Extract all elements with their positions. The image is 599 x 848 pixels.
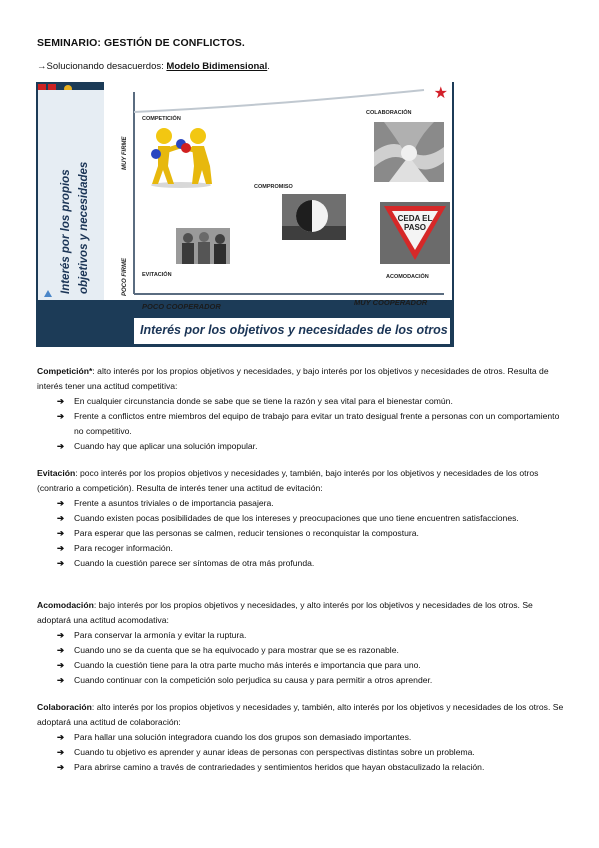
list-item	[57, 556, 565, 571]
list-item-text: Para hallar una solución integradora cuando los dos grupos son demasiado importantes.	[74, 732, 412, 742]
y-low-label: POCO FIRME	[122, 257, 128, 296]
bottom-axis-title: Interés por los objetivos y necesidades de los otros	[140, 323, 448, 337]
bullet-list	[37, 394, 565, 454]
list-item-text: Cuando la cuestión tiene para la otra parte mucho más interés e importancia que para uno.	[74, 660, 421, 670]
triangle-icon	[44, 290, 52, 298]
arrow-icon: ➔	[57, 396, 65, 406]
competition-label: COMPETICIÓN	[142, 116, 181, 122]
section-collaboration	[37, 700, 565, 775]
arrow-icon: ➔	[57, 558, 65, 568]
left-axis-panel	[38, 90, 106, 300]
list-item	[57, 745, 565, 760]
arrow-icon: ➔	[57, 528, 65, 538]
yield-sign-text	[380, 214, 450, 232]
list-item	[57, 760, 565, 775]
section-heading: Evitación	[37, 468, 76, 478]
list-item-text: Cuando uno se da cuenta que se ha equivocado y para mostrar que se es razonable.	[74, 645, 399, 655]
compromise-label: COMPROMISO	[254, 184, 293, 190]
subtitle-suffix: .	[267, 61, 270, 72]
list-item	[57, 628, 565, 643]
list-item	[57, 511, 565, 526]
section-text: : alto interés por los propios objetivos y necesidades y, también, alto interés por los objetivos y necesidades de los otros. Se adoptará una actitud de colaboración:	[37, 702, 564, 727]
bullet-list	[37, 628, 565, 688]
arrow-icon: ➔	[57, 645, 65, 655]
arrow-icon: ➔	[57, 732, 65, 742]
collaboration-hands-image	[374, 122, 444, 182]
section-paragraph	[37, 364, 565, 394]
accommodation-yield-image	[380, 202, 450, 264]
compromise-ball-image	[282, 194, 346, 240]
document-title: SEMINARIO: GESTIÓN DE CONFLICTOS.	[37, 37, 245, 49]
section-heading: Competición*	[37, 366, 93, 376]
list-item	[57, 496, 565, 511]
section-accommodation	[37, 598, 565, 688]
list-item	[57, 409, 565, 439]
bullet-list	[37, 496, 565, 571]
section-text: : alto interés por los propios objetivos y necesidades, y bajo interés por los objetivos y necesidades de otros. Resulta de interés tener una actitud competitiva:	[37, 366, 549, 391]
section-competition	[37, 364, 565, 454]
list-item	[57, 526, 565, 541]
list-item-text: En cualquier circunstancia donde se sabe que se tiene la razón y sea vital para el bienestar común.	[74, 396, 453, 406]
arrow-icon: ➔	[57, 675, 65, 685]
list-item-text: Frente a conflictos entre miembros del equipo de trabajo para evitar un trato desigual frente a personas con un comportamiento no competitivo.	[74, 411, 560, 436]
avoidance-people-image	[176, 228, 230, 264]
list-item-text: Para abrirse camino a través de contrariedades y sentimientos heridos que hayan obstaculizado la relación.	[74, 762, 485, 772]
section-heading: Colaboración	[37, 702, 92, 712]
arrow-icon: ➔	[57, 762, 65, 772]
arrow-icon: ➔	[57, 498, 65, 508]
subtitle-prefix: →Solucionando desacuerdos:	[37, 61, 167, 72]
star-icon: ★	[433, 85, 448, 102]
section-avoidance	[37, 466, 565, 571]
yield-sign-line2: PASO	[403, 223, 427, 232]
quadrant-panel	[104, 82, 452, 311]
list-item	[57, 673, 565, 688]
list-item	[57, 643, 565, 658]
left-axis-title	[39, 98, 105, 298]
section-paragraph	[37, 466, 565, 496]
bullet-list	[37, 730, 565, 775]
arrow-icon: ➔	[57, 543, 65, 553]
list-item	[57, 730, 565, 745]
left-axis-line1: Interés por los propios	[60, 169, 72, 294]
y-high-label: MUY FIRME	[122, 136, 128, 170]
arrow-icon: ➔	[57, 630, 65, 640]
list-item	[57, 439, 565, 454]
section-text: : poco interés por los propios objetivos y necesidades y, también, bajo interés por los objetivos y necesidades de los otros (contrario a competición). Resulta de interés tener una actitud de evitación:	[37, 468, 539, 493]
model-name: Modelo Bidimensional	[166, 61, 268, 72]
list-item-text: Cuando hay que aplicar una solución impopular.	[74, 441, 258, 451]
bidimensional-model-figure	[36, 82, 454, 347]
accommodation-label: ACOMODACIÓN	[386, 274, 429, 280]
collaboration-label: COLABORACIÓN	[366, 110, 412, 116]
list-item-text: Para esperar que las personas se calmen, reducir tensiones o reconquistar la compostura.	[74, 528, 419, 538]
section-heading: Acomodación	[37, 600, 94, 610]
arrow-icon: ➔	[57, 441, 65, 451]
section-text: : bajo interés por los propios objetivos y necesidades, y alto interés por los objetivos y necesidades de los otros. Se adoptará una actitud acomodativa:	[37, 600, 533, 625]
x-low-label: POCO COOPERADOR	[142, 302, 221, 311]
avoidance-label: EVITACIÓN	[142, 272, 172, 278]
list-item-text: Cuando la cuestión parece ser síntomas de otra más profunda.	[74, 558, 315, 568]
list-item-text: Para recoger información.	[74, 543, 173, 553]
arrow-icon: ➔	[57, 660, 65, 670]
list-item	[57, 658, 565, 673]
arrow-icon: ➔	[57, 411, 65, 421]
left-axis-line2: objetivos y necesidades	[78, 161, 90, 294]
arrow-icon: ➔	[57, 747, 65, 757]
section-paragraph	[37, 598, 565, 628]
competition-boxers-image	[146, 124, 216, 188]
list-item	[57, 541, 565, 556]
list-item	[57, 394, 565, 409]
list-item-text: Cuando tu objetivo es aprender y aunar ideas de personas con perspectivas distintas sobre un problema.	[74, 747, 475, 757]
document-subtitle	[37, 61, 270, 72]
list-item-text: Para conservar la armonía y evitar la ruptura.	[74, 630, 247, 640]
yield-sign-line1: CEDA EL	[397, 214, 433, 223]
list-item-text: Frente a asuntos triviales o de importancia pasajera.	[74, 498, 274, 508]
arrow-icon: ➔	[57, 513, 65, 523]
x-high-label: MUY COOPERADOR	[354, 298, 428, 307]
yield-sign-icon	[380, 202, 450, 264]
list-item-text: Cuando continuar con la competición solo perjudica su causa y para permitir a otros aprender.	[74, 675, 433, 685]
bottom-axis-panel	[134, 318, 450, 344]
list-item-text: Cuando existen pocas posibilidades de que los intereses y preocupaciones que uno tiene encuentren satisfacciones.	[74, 513, 519, 523]
section-paragraph	[37, 700, 565, 730]
